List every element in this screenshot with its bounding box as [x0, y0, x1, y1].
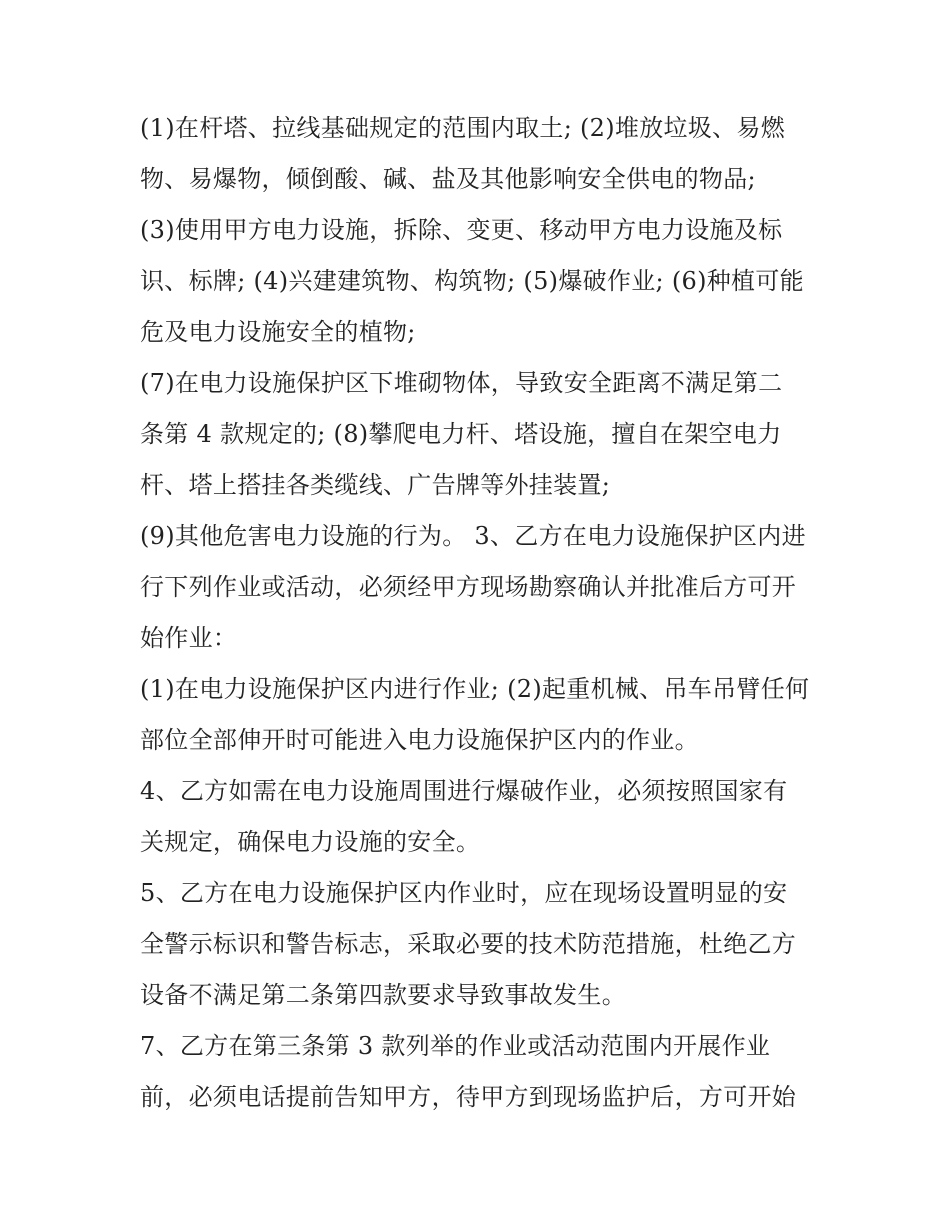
text-line: 7、乙方在第三条第 3 款列举的作业或活动范围内开展作业 — [140, 1032, 771, 1060]
text-line: 部位全部伸开时可能进入电力设施保护区内的作业。 — [140, 726, 699, 754]
text-line: (7)在电力设施保护区下堆砌物体，导致安全距离不满足第二 — [140, 369, 783, 397]
text-line: 识、标牌; (4)兴建建筑物、构筑物; (5)爆破作业; (6)种植可能 — [140, 267, 804, 295]
text-line: (1)在杆塔、拉线基础规定的范围内取土; (2)堆放垃圾、易燃 — [140, 114, 786, 142]
text-line: 杆、塔上搭挂各类缆线、广告牌等外挂装置; — [140, 471, 611, 499]
text-line: 4、乙方如需在电力设施周围进行爆破作业，必须按照国家有 — [140, 777, 788, 805]
text-line: 5、乙方在电力设施保护区内作业时，应在现场设置明显的安 — [140, 879, 788, 907]
text-line: (9)其他危害电力设施的行为。 3、乙方在电力设施保护区内进 — [140, 522, 806, 550]
text-line: (3)使用甲方电力设施，拆除、变更、移动甲方电力设施及标 — [140, 216, 783, 244]
text-line: 关规定，确保电力设施的安全。 — [140, 828, 481, 856]
text-line: 设备不满足第二条第四款要求导致事故发生。 — [140, 981, 626, 1009]
text-line: 全警示标识和警告标志，采取必要的技术防范措施，杜绝乙方 — [140, 930, 797, 958]
text-line: 始作业： — [140, 624, 238, 652]
text-line: 物、易爆物，倾倒酸、碱、盐及其他影响安全供电的物品; — [140, 165, 756, 193]
text-line: 条第 4 款规定的; (8)攀爬电力杆、塔设施，擅自在架空电力 — [140, 420, 782, 448]
text-line: 危及电力设施安全的植物; — [140, 318, 416, 346]
text-line: (1)在电力设施保护区内进行作业; (2)起重机械、吊车吊臂任何 — [140, 675, 810, 703]
text-line: 前，必须电话提前告知甲方，待甲方到现场监护后，方可开始 — [140, 1083, 797, 1111]
text-line: 行下列作业或活动，必须经甲方现场勘察确认并批准后方可开 — [140, 573, 797, 601]
